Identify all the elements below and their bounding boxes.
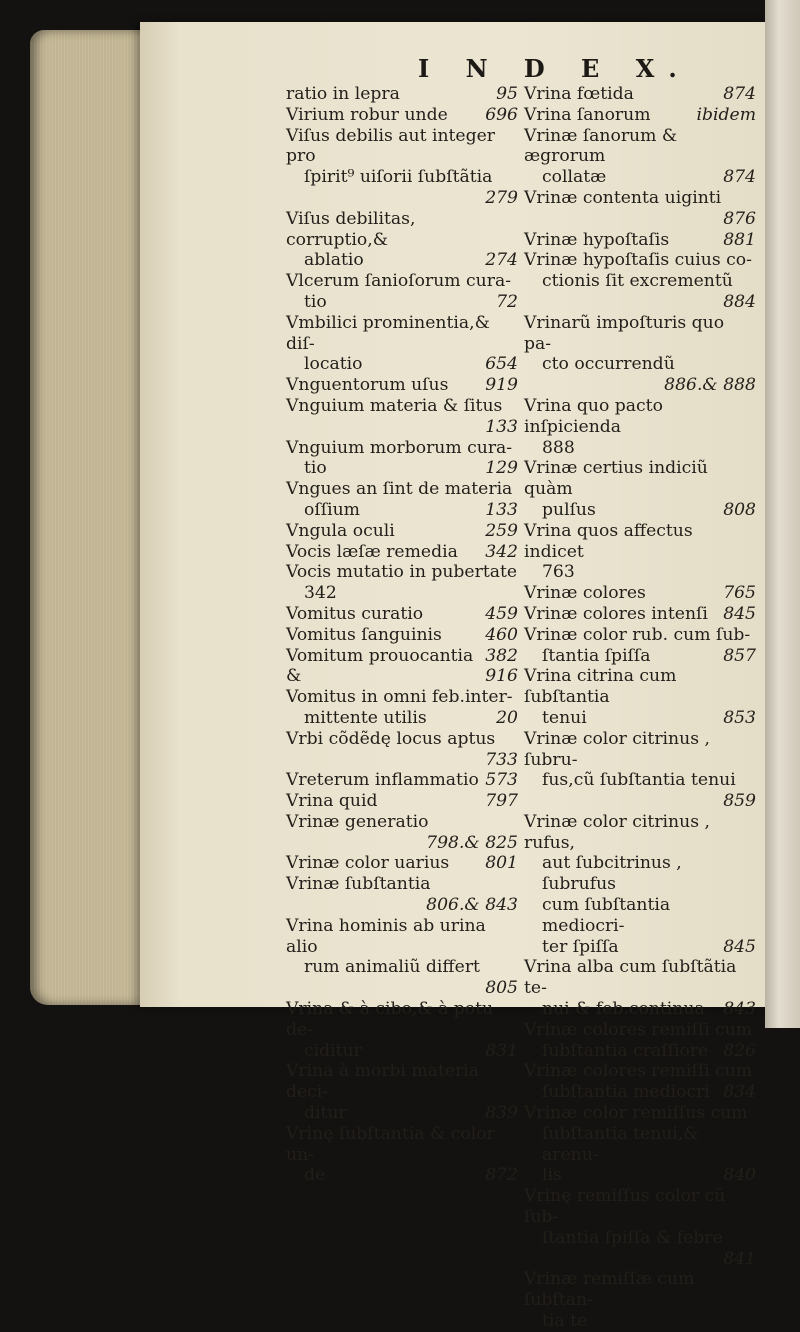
index-entry-continuation: tio — [304, 291, 327, 312]
index-entry — [286, 604, 518, 625]
index-entry — [524, 230, 756, 251]
index-entry-continuation: 888 — [542, 437, 575, 458]
index-entry-page-number: 72 — [496, 291, 518, 312]
index-entry — [524, 250, 756, 312]
index-entry — [286, 209, 518, 271]
index-entry-continuation: locatio — [304, 354, 363, 375]
index-entry-term: Vrinæ remiſſæ cum ſubſtan- — [524, 1269, 695, 1311]
index-entry-page-number: 884 — [723, 291, 756, 312]
index-entry-term: Vrinæ ſubſtantia — [286, 874, 431, 895]
index-entry-term: Vrinæ ſanorum & ægrorum — [524, 125, 678, 167]
index-entry-continuation: aut ſubcitrinus , ſubrufus — [542, 853, 682, 895]
index-entry-term: Vrinæ colores — [524, 583, 646, 604]
index-entry-continuation: collatæ — [542, 167, 607, 188]
index-entry-page-number: 839 — [485, 1103, 518, 1124]
index-entry-continuation: ciditur — [304, 1040, 362, 1061]
index-entry — [286, 396, 518, 438]
index-entry — [286, 791, 518, 812]
index-entry-page-number: 872 — [485, 1165, 518, 1186]
index-entry-term: Vrinæ colores remiſſi cum — [524, 1061, 753, 1082]
index-entry-term: Vrina ſanorum — [524, 104, 651, 125]
index-entry — [286, 687, 518, 729]
index-entry-term: Vrina quid — [286, 791, 378, 812]
index-entry — [286, 729, 518, 771]
index-entry-page-number: 843 — [723, 999, 756, 1020]
index-entry — [286, 438, 518, 480]
index-entry — [524, 1061, 756, 1103]
index-entry — [524, 1269, 756, 1331]
index-entry — [524, 625, 756, 667]
index-entry-term: Vomitum prouocantia — [286, 645, 474, 666]
index-entry-term: Vnguium materia & ſitus — [286, 395, 503, 416]
index-entry — [286, 646, 518, 667]
index-entry-page-number: ibidem — [696, 104, 756, 125]
index-entry-page-number: 881 — [723, 229, 756, 250]
index-entry-term: Vomitus curatio — [286, 603, 424, 624]
index-entry — [286, 916, 518, 999]
index-column-right — [524, 84, 756, 1332]
index-entry-term: Vrina quo pacto inſpicienda — [524, 395, 663, 437]
index-entry-page-number: 459 — [485, 603, 518, 624]
index-entry-page-number: 853 — [723, 707, 756, 728]
index-entry-continuation: ſtantia ſpiſſa — [542, 645, 651, 666]
index-entry-term: Vngues an ſint de materia — [286, 479, 513, 500]
index-entry-page-number: 831 — [485, 1040, 518, 1061]
index-entry — [286, 1124, 518, 1186]
index-entry-continuation: lis — [542, 1165, 562, 1186]
index-entry-continuation: de — [304, 1165, 326, 1186]
index-entry-continuation: tenui — [542, 707, 587, 728]
index-entry — [524, 1186, 756, 1269]
index-entry-term: & — [286, 666, 302, 687]
index-entry-term: Vrina alba cum ſubſtãtia te- — [524, 957, 737, 999]
index-entry-page-number: 919 — [485, 375, 518, 396]
index-entry-page-number: 808 — [723, 499, 756, 520]
index-entry — [286, 126, 518, 209]
index-entry-page-number: 259 — [485, 520, 518, 541]
index-entry-term: Vrinæ colores remiſſi cum — [524, 1019, 753, 1040]
index-entry-page-number: 765 — [723, 583, 756, 604]
index-entry-term: Vrinæ certius indiciũ quàm — [524, 458, 708, 500]
index-entry — [286, 84, 518, 105]
index-entry-term: Vrinæ color rub. cum ſub- — [524, 624, 751, 645]
index-entry-term: Vnguentorum uſus — [286, 375, 449, 396]
index-entry-continuation: fus,cũ ſubſtantia tenui — [542, 770, 736, 791]
index-entry — [286, 874, 518, 916]
index-entry-page-number: 806.& 843 — [426, 895, 518, 916]
index-entry-term: Vnguium morborum cura- — [286, 437, 513, 458]
index-entry-term: Vrinæ color remiſſus cum — [524, 1103, 748, 1124]
index-entry-term: Vrinæ color citrinus , ſubru- — [524, 728, 710, 770]
index-entry-continuation: 763 — [542, 562, 575, 583]
page-header: I N D E X. — [418, 54, 691, 83]
index-entry-page-number: 133 — [485, 499, 518, 520]
index-entry-continuation: pulſus — [542, 499, 596, 520]
facing-page-edge — [765, 0, 800, 1028]
index-entry-page-number: 654 — [485, 354, 518, 375]
index-entry-continuation: cum ſubſtantia mediocri- — [542, 895, 671, 936]
index-entry-term: Vrina hominis ab urina alio — [286, 915, 486, 957]
index-entry — [524, 729, 756, 812]
index-entry-continuation: ſubſtantia tenui,& arenu- — [542, 1123, 699, 1165]
index-entry — [286, 479, 518, 521]
index-entry-page-number: 874 — [723, 84, 756, 104]
index-entry-term: Vngula oculi — [286, 520, 395, 541]
index-entry — [524, 1103, 756, 1186]
index-entry-continuation: tia te — [542, 1311, 588, 1332]
index-entry-continuation: rum animaliũ differt — [304, 957, 480, 978]
index-entry-page-number: 841 — [723, 1248, 756, 1269]
index-entry-continuation: mittente utilis — [304, 707, 427, 728]
index-entry-term: Vomitus in omni feb.inter- — [286, 687, 513, 708]
index-entry — [524, 105, 756, 126]
index-entry-page-number: 801 — [485, 853, 518, 874]
index-entry — [524, 957, 756, 1019]
index-entry — [286, 1061, 518, 1123]
index-entry-term: Vocis mutatio in pubertate — [286, 562, 518, 583]
index-entry-continuation: ſpirit⁹ uiſorii ſubſtãtia — [304, 167, 493, 188]
index-entry-page-number: 20 — [496, 707, 518, 728]
index-entry-term: Vrinæ hypoſtaſis cuius co- — [524, 250, 752, 271]
index-entry-page-number: 826 — [723, 1040, 756, 1061]
index-entry-term: Vrbi cõdẽdę locus aptus — [286, 728, 496, 749]
index-entry-page-number: 845 — [723, 936, 756, 957]
index-entry-term: Vlcerum ſanioſorum cura- — [286, 271, 511, 292]
index-entry — [286, 666, 518, 687]
index-entry-term: Viſus debilitas, corruptio,& — [286, 208, 416, 250]
index-entry-continuation: ablatio — [304, 250, 364, 271]
index-entry-term: Viſus debilis aut integer pro — [286, 125, 495, 167]
index-entry-term: ratio in lepra — [286, 84, 400, 104]
index-entry-continuation: ſtantia ſpiſſa & febre — [542, 1227, 723, 1248]
index-entry-page-number: 916 — [485, 666, 518, 687]
index-entry-page-number: 129 — [485, 458, 518, 479]
index-entry-term: Vrinę ſubſtantia & color un- — [286, 1123, 495, 1165]
index-entry-term: Vmbilici prominentia,& diſ- — [286, 312, 490, 354]
index-entry — [286, 853, 518, 874]
index-entry — [286, 625, 518, 646]
index-entry — [286, 105, 518, 126]
index-entry — [524, 1020, 756, 1062]
index-entry-term: Vrina à morbi materia deci- — [286, 1061, 480, 1103]
index-entry-page-number: 797 — [485, 791, 518, 812]
index-entry — [524, 84, 756, 105]
index-entry — [286, 375, 518, 396]
index-entry-page-number: 279 — [485, 187, 518, 208]
index-entry-continuation: 342 — [304, 583, 337, 604]
index-entry-term: Vrina fœtida — [524, 84, 634, 104]
index-entry — [524, 126, 756, 188]
index-entry-page-number: 460 — [485, 624, 518, 645]
index-entry — [286, 521, 518, 542]
index-entry-continuation: ctionis ſit excrementũ — [542, 271, 733, 292]
index-entry-page-number: 845 — [723, 603, 756, 624]
index-entry-page-number: 733 — [485, 749, 518, 770]
index-entry-continuation: ditur — [304, 1103, 347, 1124]
index-entry — [524, 458, 756, 520]
index-entry-term: Vrinæ hypoſtaſis — [524, 229, 670, 250]
index-entry — [524, 604, 756, 625]
index-entry-page-number: 876 — [723, 208, 756, 229]
index-entry-continuation: ſubſtantia mediocri — [542, 1082, 710, 1103]
index-entry-page-number: 274 — [485, 250, 518, 271]
index-entry — [524, 396, 756, 458]
index-entry — [286, 313, 518, 375]
index-entry-continuation: tio — [304, 458, 327, 479]
index-entry-page-number: 834 — [723, 1082, 756, 1103]
index-entry-term: Vrinæ color uarius — [286, 853, 450, 874]
index-entry — [524, 666, 756, 728]
index-entry-term: Vocis læſæ remedia — [286, 541, 458, 562]
index-column-left — [286, 84, 518, 1186]
index-entry-page-number: 886.& 888 — [664, 375, 756, 396]
index-entry-term: Vreterum inflammatio — [286, 770, 479, 791]
index-entry — [286, 999, 518, 1061]
index-entry-page-number: 696 — [485, 104, 518, 125]
index-entry-page-number: 382 — [485, 645, 518, 666]
index-entry-page-number: 857 — [723, 645, 756, 666]
index-entry-page-number: 95 — [496, 84, 518, 104]
index-entry-term: Vrinarũ impoſturis quo pa- — [524, 312, 725, 354]
index-entry-term: Vrina citrina cum ſubſtantia — [524, 666, 677, 708]
index-entry-term: Vrinæ contenta uiginti — [524, 187, 722, 208]
index-entry-page-number: 798.& 825 — [426, 832, 518, 853]
index-entry-term: Vrina quos affectus indicet — [524, 520, 693, 562]
index-entry-page-number: 133 — [485, 416, 518, 437]
index-entry-page-number: 840 — [723, 1165, 756, 1186]
index-entry-term: Vrinæ color citrinus , rufus, — [524, 811, 710, 853]
index-entry — [524, 812, 756, 958]
index-entry — [286, 812, 518, 854]
index-entry-page-number: 573 — [485, 770, 518, 791]
index-entry-term: Vrinæ colores intenſi — [524, 603, 708, 624]
index-entry — [524, 188, 756, 230]
index-entry-page-number: 874 — [723, 167, 756, 188]
index-entry — [524, 313, 756, 396]
index-entry-term: Vomitus ſanguinis — [286, 624, 442, 645]
index-entry — [524, 521, 756, 583]
index-entry — [286, 542, 518, 563]
index-entry-term: Vrinæ generatio — [286, 811, 429, 832]
index-entry-continuation: nui & feb.continua — [542, 999, 705, 1020]
index-entry-continuation: ter ſpiſſa — [542, 936, 619, 957]
index-entry-page-number: 342 — [485, 541, 518, 562]
index-entry-continuation: oſſium — [304, 499, 360, 520]
index-entry-continuation: cto occurrendũ — [542, 354, 675, 375]
index-entry-term: Vrinę remiſſus color cũ ſub- — [524, 1186, 726, 1228]
index-entry-term: Virium robur unde — [286, 104, 448, 125]
index-entry-page-number: 859 — [723, 791, 756, 812]
book-page-edges — [30, 30, 155, 1005]
index-entry — [524, 583, 756, 604]
index-entry-term: Vrina & à cibo,& à potu de- — [286, 999, 494, 1040]
index-entry — [286, 770, 518, 791]
index-entry — [286, 271, 518, 313]
index-entry — [286, 562, 518, 604]
index-entry-page-number: 805 — [485, 978, 518, 999]
index-entry-continuation: ſubſtantia craſſiore — [542, 1040, 709, 1061]
